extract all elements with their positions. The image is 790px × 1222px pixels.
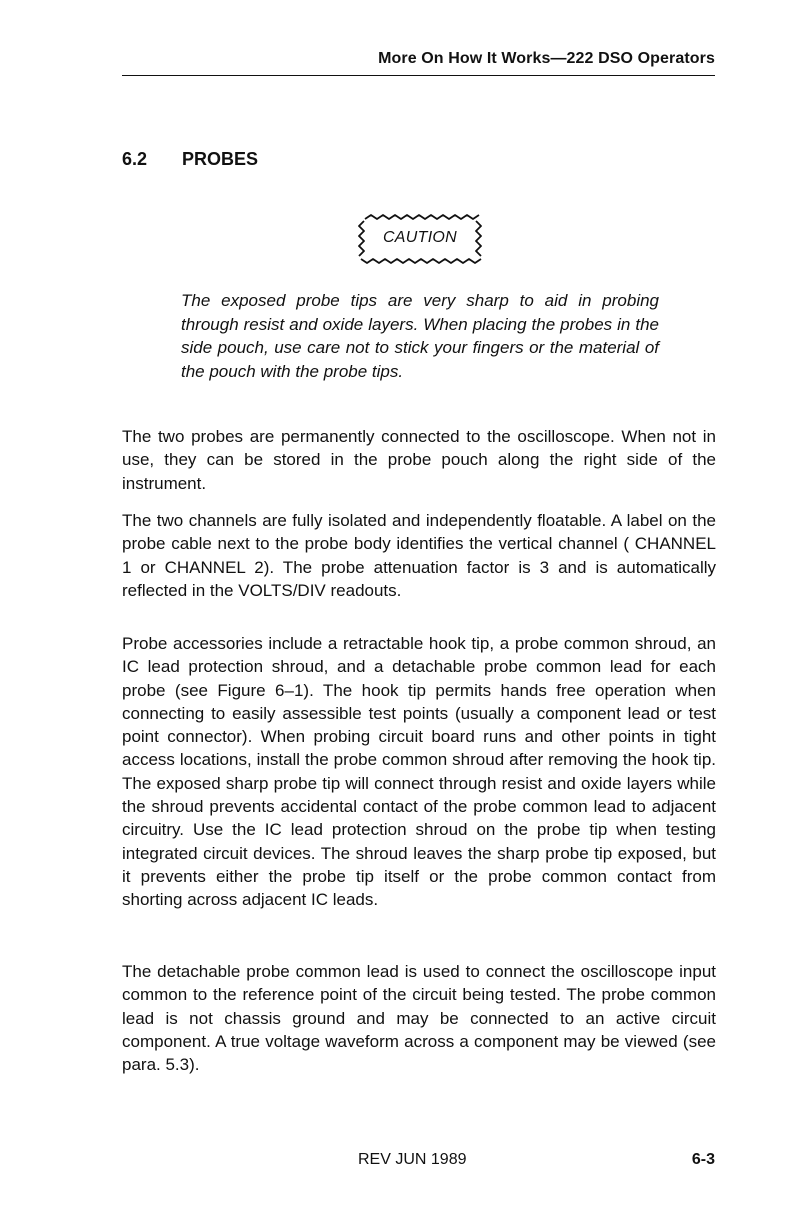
paragraph-channels-isolated: The two channels are fully isolated and independently floatable. A label on the probe cable next to the probe body identifies the vertical channel ( CHANNEL 1 or CHANNEL 2). The probe attenuation factor is 3 and is automatically reflected in the VOLTS/DIV readouts.: [122, 511, 716, 600]
caution-box: [355, 213, 485, 265]
footer-revision: REV JUN 1989: [358, 1151, 467, 1168]
page-number: 6-3: [691, 1151, 715, 1168]
paragraph-probe-accessories: Probe accessories include a retractable hook tip, a probe common shroud, an IC lead protection shroud, and a detachable probe common lead for each probe (see Figure 6–1). The hook tip permits hands free operation when connecting to easily assessible test points (usually a component lead or test point connector). When probing circuit board runs and other points in tight access locations, install the probe common shroud after removing the hook tip. The exposed sharp probe tip will connect through resist and oxide layers while the shroud prevents accidental contact of the probe common lead to adjacent circuitry. Use the IC lead protection shroud on the probe tip when testing integrated circuit devices. The shroud leaves the sharp probe tip exposed, but it prevents either the probe tip itself or the probe common contact from shorting across adjacent IC leads.: [122, 634, 716, 910]
header-rule: [122, 75, 715, 76]
section-heading: [122, 149, 258, 170]
paragraph-probes-connected: The two probes are permanently connected to the oscilloscope. When not in use, they can be stored in the probe pouch along the right side of the instrument.: [122, 427, 716, 493]
caution-label: CAUTION: [382, 229, 458, 246]
section-number: 6.2: [122, 149, 148, 169]
section-title: PROBES: [182, 149, 259, 169]
running-header: More On How It Works—222 DSO Operators: [378, 50, 715, 67]
caution-text: The exposed probe tips are very sharp to aid in probing through resist and oxide layers. When placing the probes in the side pouch, use care not to stick your fingers or the material of the pouch with the probe tips.: [181, 291, 659, 381]
paragraph-probe-common-lead: The detachable probe common lead is used to connect the oscilloscope input common to the reference point of the circuit being tested. The probe common lead is not chassis ground and may be connected to an active circuit component. A true voltage waveform across a component may be viewed (see para. 5.3).: [122, 962, 716, 1075]
